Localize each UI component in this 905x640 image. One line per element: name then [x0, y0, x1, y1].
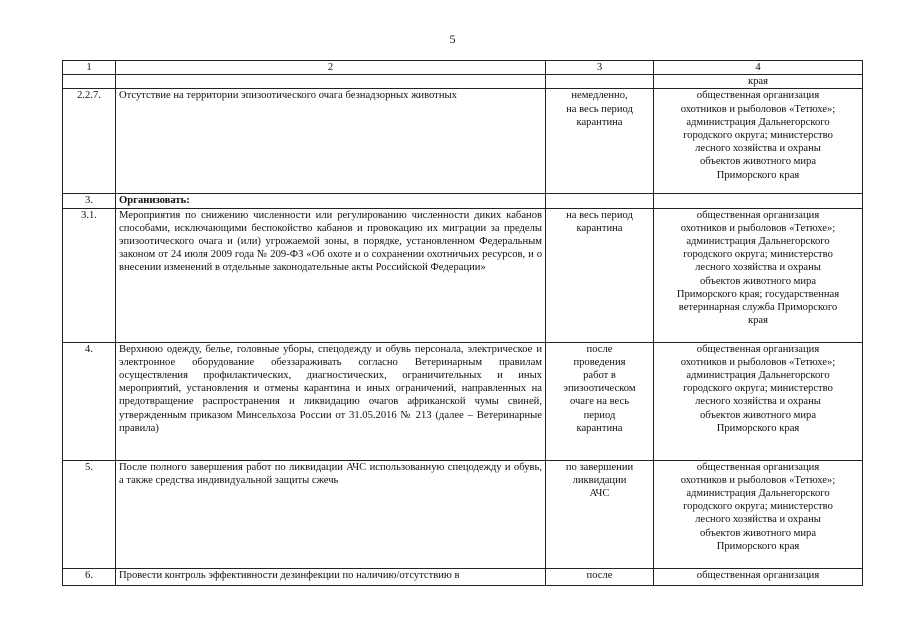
- table-row: [63, 342, 863, 460]
- row-responsible: общественная организация охотников и рыболовов «Тетюхе»; администрация Дальнегорского городского округа; министерство лесного хозяйства и охраны объектов животного мира Приморского края; государственная ветеринарная служба Приморского края: [654, 208, 863, 342]
- table-row: [63, 460, 863, 568]
- row-action: После полного завершения работ по ликвидации АЧС использованную спецодежду и обувь, а также средства индивидуальной защиты сжечь: [116, 460, 546, 568]
- row-responsible: общественная организация охотников и рыболовов «Тетюхе»; администрация Дальнегорского городского округа; министерство лесного хозяйства и охраны объектов животного мира Приморского края: [654, 89, 863, 194]
- row-responsible: общественная организация: [654, 568, 863, 585]
- row-action: Верхнюю одежду, белье, головные уборы, спецодежду и обувь персонала, электрическое и электронное оборудование обеззараживать согласно Ветеринарным правилам осуществления профилактических, диагностических, ограничительных и иных мероприятий, установления и отмены карантина и иных ограничений, направленных на предотвращение распространения и ликвидацию очагов африканской чумы свиней, утвержденным приказом Минсельхоза России от 31.05.2016 № 213 (далее – Ветеринарные правила): [116, 342, 546, 460]
- row-number: 2.2.7.: [63, 89, 116, 194]
- row-responsible: края: [654, 75, 863, 89]
- column-number-1: 1: [63, 61, 116, 75]
- row-number: 4.: [63, 342, 116, 460]
- column-number-3: 3: [546, 61, 654, 75]
- table-row: [63, 568, 863, 585]
- row-responsible: общественная организация охотников и рыболовов «Тетюхе»; администрация Дальнегорского городского округа; министерство лесного хозяйства и охраны объектов животного мира Приморского края: [654, 460, 863, 568]
- row-number: 6.: [63, 568, 116, 585]
- table-row: [63, 194, 863, 208]
- row-action: Мероприятия по снижению численности или регулированию численности диких кабанов способами, исключающими беспокойство кабанов и провокацию их миграции за пределы эпизоотического очага и (или) угрожаемой зоны, в порядке, установленном Федеральным законом от 24 июля 2009 года № 209-ФЗ «Об охоте и о сохранении охотничьих ресурсов, и о внесении изменений в отдельные законодательные акты Российской Федерации»: [116, 208, 546, 342]
- row-number: 3.1.: [63, 208, 116, 342]
- table-row: [63, 208, 863, 342]
- row-term: [546, 194, 654, 208]
- measures-table: [62, 60, 863, 586]
- row-term: немедленно, на весь период карантина: [546, 89, 654, 194]
- row-action: Провести контроль эффективности дезинфекции по наличию/отсутствию в: [116, 568, 546, 585]
- row-term: [546, 75, 654, 89]
- column-number-2: 2: [116, 61, 546, 75]
- row-term: на весь период карантина: [546, 208, 654, 342]
- row-term: по завершении ликвидации АЧС: [546, 460, 654, 568]
- row-responsible: [654, 194, 863, 208]
- row-action: [116, 75, 546, 89]
- row-term: после: [546, 568, 654, 585]
- page-number: 5: [449, 32, 456, 46]
- table-row: [63, 89, 863, 194]
- row-section-title: Организовать:: [116, 194, 546, 208]
- column-number-4: 4: [654, 61, 863, 75]
- table-row: [63, 75, 863, 89]
- row-number: [63, 75, 116, 89]
- row-number: 3.: [63, 194, 116, 208]
- row-action: Отсутствие на территории эпизоотического очага безнадзорных животных: [116, 89, 546, 194]
- row-responsible: общественная организация охотников и рыболовов «Тетюхе»; администрация Дальнегорского городского округа; министерство лесного хозяйства и охраны объектов животного мира Приморского края: [654, 342, 863, 460]
- row-number: 5.: [63, 460, 116, 568]
- column-number-row: [63, 61, 863, 75]
- row-term: после проведения работ в эпизоотическом очаге на весь период карантина: [546, 342, 654, 460]
